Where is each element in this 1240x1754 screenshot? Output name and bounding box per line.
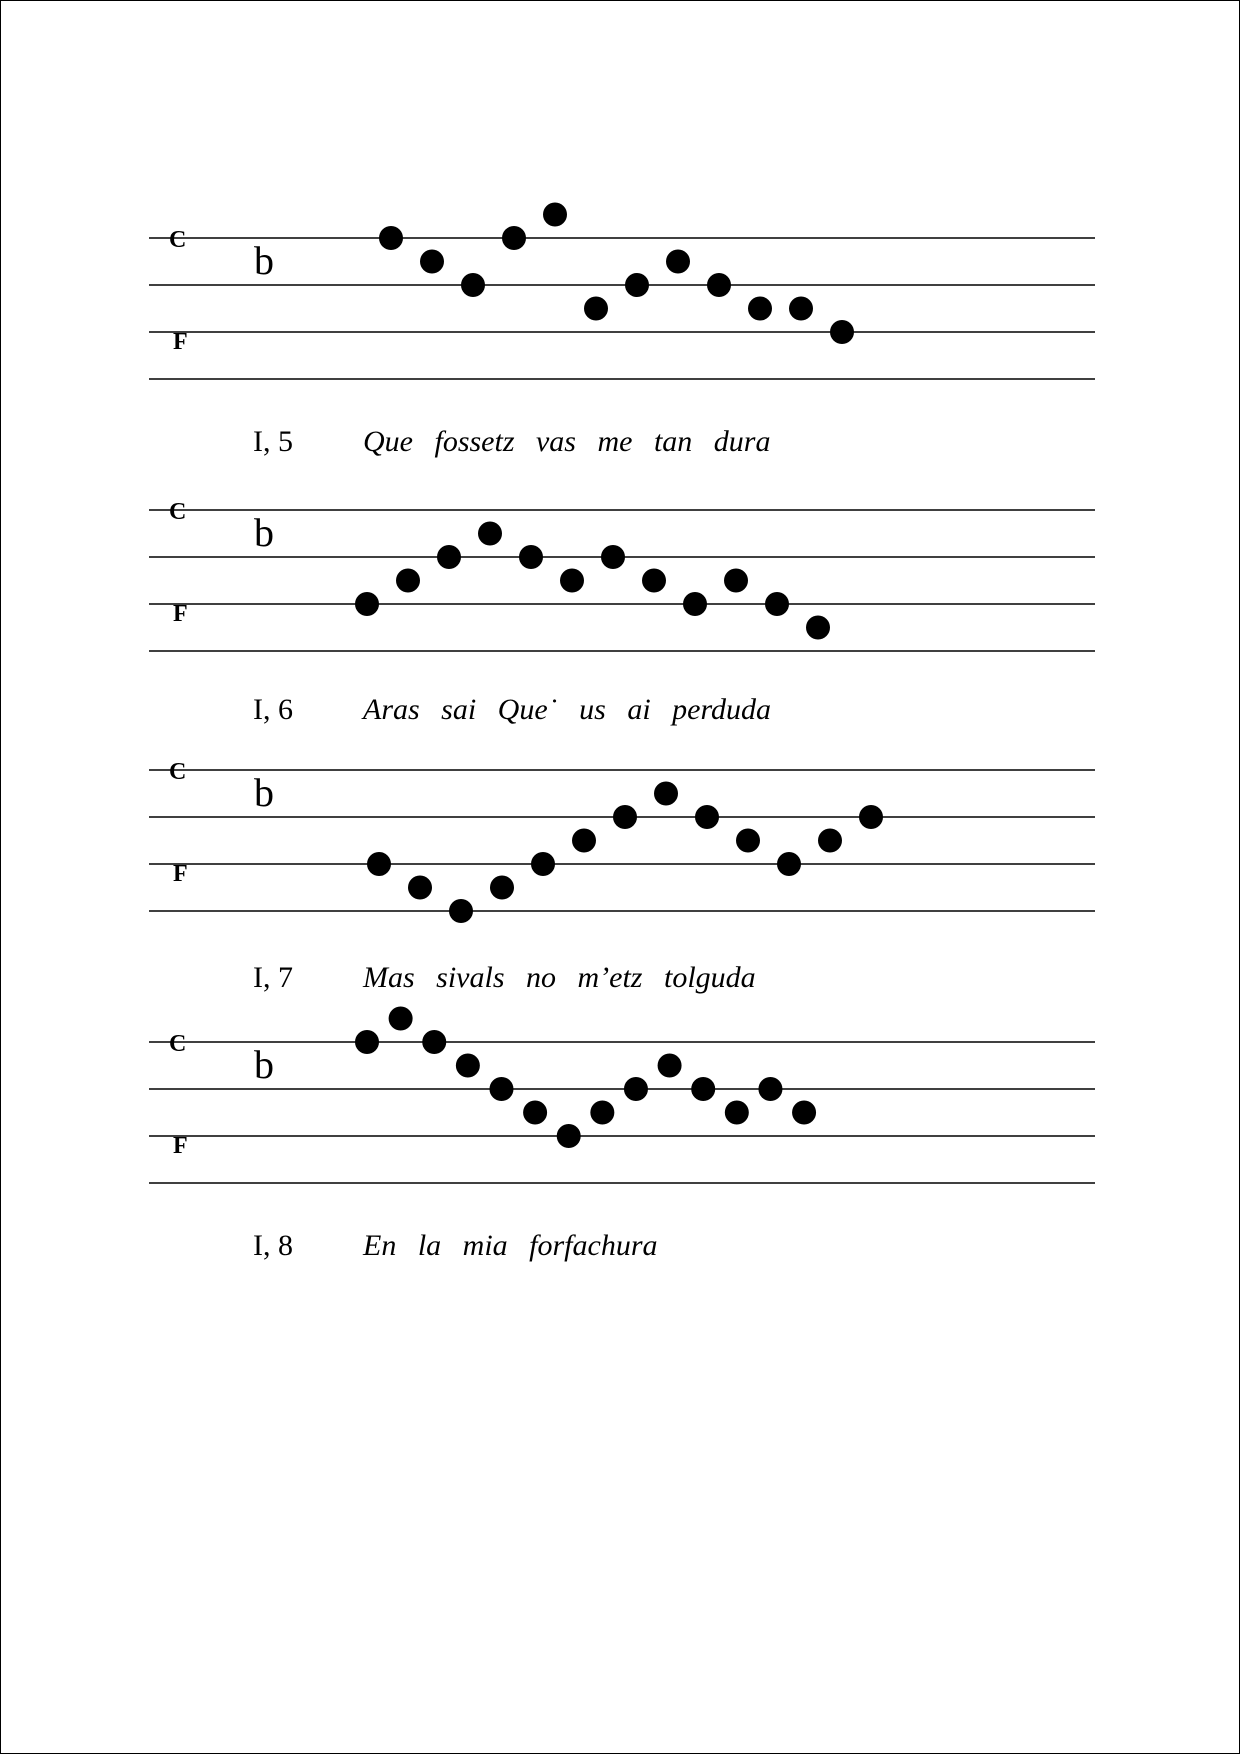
staff-4 [149,1005,1095,1165]
neume-dot [806,616,830,640]
lyric-text: Mas sivals no m’etz tolguda [363,961,756,994]
f-clef: F [173,861,188,887]
neume-dot [830,320,854,344]
neume-dot [765,592,789,616]
flat-sign: b [254,238,274,283]
flat-sign: b [254,770,274,815]
neume-dot [437,545,461,569]
neume-dot [456,1054,480,1078]
c-clef: C [169,1031,187,1057]
neume-dot [748,297,772,321]
line-reference: I, 8 [253,1229,293,1262]
neume-dot [792,1101,816,1125]
staff-svg [149,473,1095,673]
lyric-text: Aras sai Que˙ us ai perduda [363,693,772,726]
staff-svg [149,201,1095,401]
neume-dot [355,592,379,616]
neume-dot [502,226,526,250]
neume-dot [355,1030,379,1054]
lyric-text: Que fossetz vas me tan dura [363,425,771,458]
neume-dot [624,1077,648,1101]
flat-sign: b [254,510,274,555]
neume-dot [666,250,690,274]
neume-dot [420,250,444,274]
neume-dot [859,805,883,829]
neume-dot [654,782,678,806]
neume-dot [519,545,543,569]
line-reference: I, 7 [253,961,293,994]
neume-dot [590,1101,614,1125]
neume-dot [379,226,403,250]
neume-dot [789,297,813,321]
neume-dot [389,1007,413,1031]
neume-dot [490,876,514,900]
neume-dot [543,203,567,227]
neume-dot [523,1101,547,1125]
neume-dot [625,273,649,297]
neume-dot [724,569,748,593]
neume-dot [642,569,666,593]
neume-dot [489,1077,513,1101]
line-reference: I, 5 [253,425,293,458]
neume-dot [707,273,731,297]
neume-dot [777,852,801,876]
neume-dot [461,273,485,297]
f-clef: F [173,329,188,355]
neume-dot [557,1124,581,1148]
f-clef: F [173,1133,188,1159]
lyric-text: En la mia forfachura [363,1229,658,1262]
neume-dot [478,522,502,546]
line-reference: I, 6 [253,693,293,726]
c-clef: C [169,499,187,525]
c-clef: C [169,227,187,253]
neume-dot [422,1030,446,1054]
neume-dot [725,1101,749,1125]
neume-dot [449,899,473,923]
flat-sign: b [254,1042,274,1087]
neume-dot [736,829,760,853]
staff-svg [149,1005,1095,1205]
neume-dot [691,1077,715,1101]
neume-dot [560,569,584,593]
staff-3 [149,733,1095,893]
neume-dot [396,569,420,593]
neume-dot [695,805,719,829]
neume-dot [658,1054,682,1078]
neume-dot [584,297,608,321]
neume-dot [572,829,596,853]
neume-dot [601,545,625,569]
neume-dot [683,592,707,616]
neume-dot [818,829,842,853]
f-clef: F [173,601,188,627]
staff-2 [149,473,1095,633]
neume-dot [531,852,555,876]
c-clef: C [169,759,187,785]
neume-dot [408,876,432,900]
neume-dot [758,1077,782,1101]
neume-dot [613,805,637,829]
staff-1 [149,201,1095,361]
staff-svg [149,733,1095,933]
neume-dot [367,852,391,876]
